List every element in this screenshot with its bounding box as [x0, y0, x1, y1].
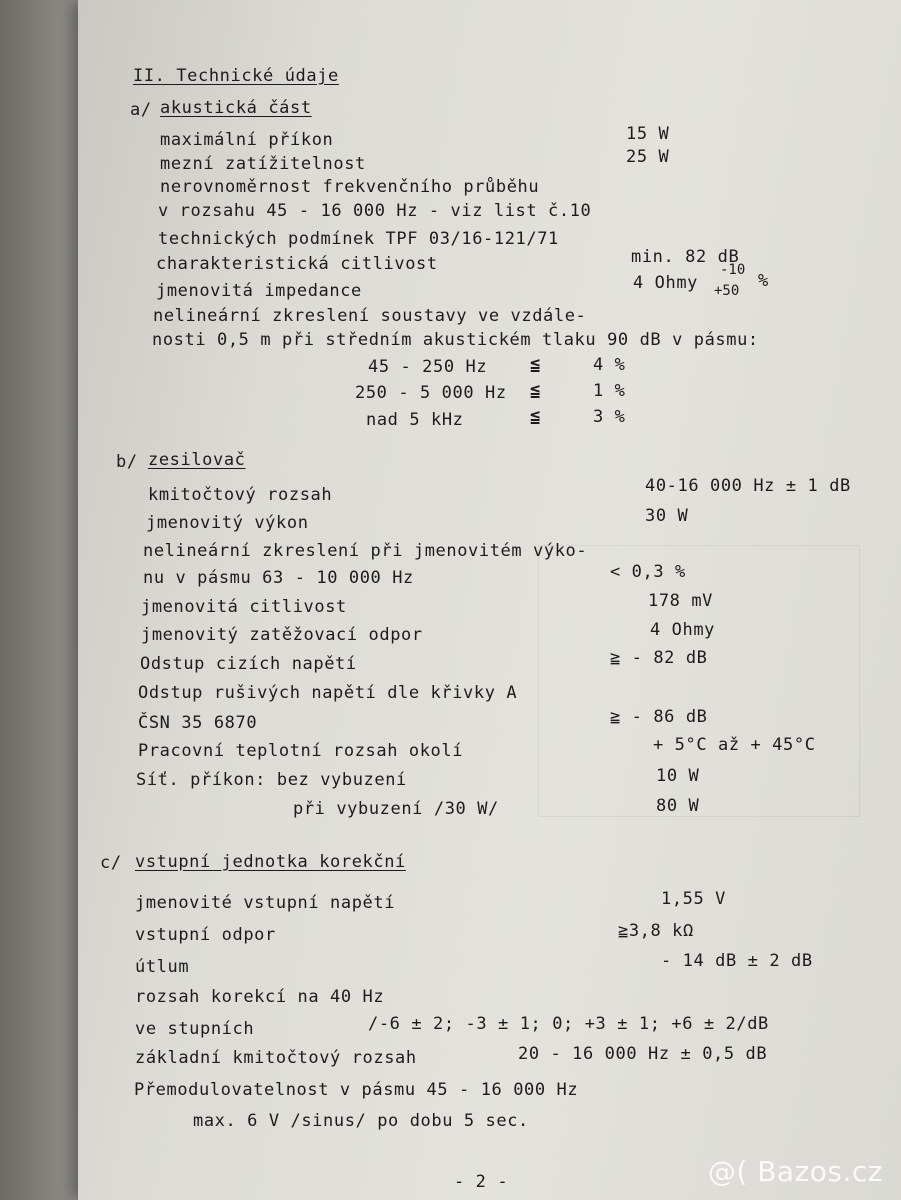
- section-title: II. Technické údaje: [133, 66, 339, 86]
- b-row-label: Síť. příkon: bez vybuzení: [136, 770, 407, 790]
- section-a-prefix: a/: [130, 100, 152, 120]
- distortion-range: 45 - 250 Hz: [368, 357, 488, 377]
- b-row-value: 30 W: [645, 506, 689, 526]
- impedance-tolerance-minus: -10: [720, 262, 746, 278]
- c-row-value: - 14 dB ± 2 dB: [661, 951, 813, 971]
- impedance-tolerance-plus: +50: [714, 283, 740, 299]
- c-row-label: útlum: [135, 957, 190, 977]
- b-row-label: Odstup rušivých napětí dle křivky A: [138, 683, 518, 703]
- a-row-label: charakteristická citlivost: [156, 254, 438, 274]
- document-page: [78, 0, 901, 1200]
- a-row-label: maximální příkon: [160, 130, 334, 150]
- a-row-label: mezní zatížitelnost: [160, 154, 366, 174]
- b-row-label: kmitočtový rozsah: [148, 485, 333, 505]
- b-row-label: jmenovitý zatěžovací odpor: [141, 625, 423, 645]
- b-row-value: 4 Ohmy: [650, 620, 716, 640]
- c-row-value: 20 - 16 000 Hz ± 0,5 dB: [518, 1044, 768, 1064]
- distortion-value: 4 %: [593, 355, 626, 375]
- less-equal-symbol: ≦: [530, 381, 539, 401]
- b-row-value: 80 W: [656, 796, 700, 816]
- a-row-label: technických podmínek TPF 03/16-121/71: [158, 229, 559, 249]
- c-row-label: základní kmitočtový rozsah: [135, 1048, 417, 1068]
- b-row-label: při vybuzení /30 W/: [293, 799, 499, 819]
- b-row-value: + 5°C až + 45°C: [653, 735, 816, 755]
- distortion-value: 1 %: [593, 381, 626, 401]
- b-row-value: 40-16 000 Hz ± 1 dB: [645, 476, 851, 496]
- less-equal-symbol: ≦: [530, 355, 539, 375]
- b-row-label: Pracovní teplotní rozsah okolí: [138, 741, 464, 761]
- c-row-label: jmenovité vstupní napětí: [135, 893, 396, 913]
- b-row-label: jmenovitý výkon: [146, 513, 309, 533]
- section-c-heading: vstupní jednotka korekční: [135, 852, 406, 872]
- b-row-label: nelineární zkreslení při jmenovitém výko-: [143, 541, 588, 561]
- section-a-heading: akustická část: [160, 98, 312, 118]
- a-row-value: 15 W: [626, 124, 670, 144]
- page-number: - 2 -: [454, 1172, 509, 1192]
- distortion-range: nad 5 kHz: [366, 410, 464, 430]
- a-row-value: 25 W: [626, 147, 670, 167]
- c-row-value: ≧3,8 kΩ: [618, 921, 694, 941]
- less-equal-symbol: ≦: [530, 407, 539, 427]
- section-c-prefix: c/: [100, 853, 122, 873]
- section-b-heading: zesilovač: [148, 450, 246, 470]
- section-b-prefix: b/: [116, 452, 138, 472]
- b-row-label: Odstup cizích napětí: [140, 654, 357, 674]
- c-row-value: /-6 ± 2; -3 ± 1; 0; +3 ± 1; +6 ± 2/dB: [368, 1014, 769, 1034]
- b-row-value: ≧ - 82 dB: [610, 648, 708, 668]
- impedance-tolerance-unit: %: [758, 271, 769, 291]
- c-row-value: 1,55 V: [661, 889, 727, 909]
- c-row-label: vstupní odpor: [135, 925, 276, 945]
- c-row-label: ve stupních: [135, 1019, 255, 1039]
- c-row-label: Přemodulovatelnost v pásmu 45 - 16 000 Hz: [134, 1080, 579, 1100]
- b-row-value: 178 mV: [648, 591, 714, 611]
- a-row-label: v rozsahu 45 - 16 000 Hz - viz list č.10: [158, 201, 592, 221]
- distortion-range: 250 - 5 000 Hz: [355, 383, 507, 403]
- a-row-label: nelineární zkreslení soustavy ve vzdále-: [153, 306, 587, 326]
- b-row-value: < 0,3 %: [610, 562, 686, 582]
- b-row-label: ČSN 35 6870: [138, 713, 258, 733]
- impedance-value: 4 Ohmy: [633, 273, 699, 293]
- b-row-value: 10 W: [656, 766, 700, 786]
- a-row-label: jmenovitá impedance: [156, 281, 362, 301]
- distortion-value: 3 %: [593, 407, 626, 427]
- c-row-label: max. 6 V /sinus/ po dobu 5 sec.: [193, 1111, 529, 1131]
- b-row-value: ≧ - 86 dB: [610, 707, 708, 727]
- watermark-logo: @( Bazos.cz: [707, 1155, 883, 1188]
- a-row-label: nosti 0,5 m při středním akustickém tlaku 90 dB v pásmu:: [152, 330, 759, 350]
- b-row-label: jmenovitá citlivost: [141, 597, 347, 617]
- a-row-value: min. 82 dB: [631, 247, 740, 267]
- c-row-label: rozsah korekcí na 40 Hz: [135, 987, 385, 1007]
- a-row-label: nerovnoměrnost frekvenčního průběhu: [160, 177, 540, 197]
- b-row-label: nu v pásmu 63 - 10 000 Hz: [143, 568, 414, 588]
